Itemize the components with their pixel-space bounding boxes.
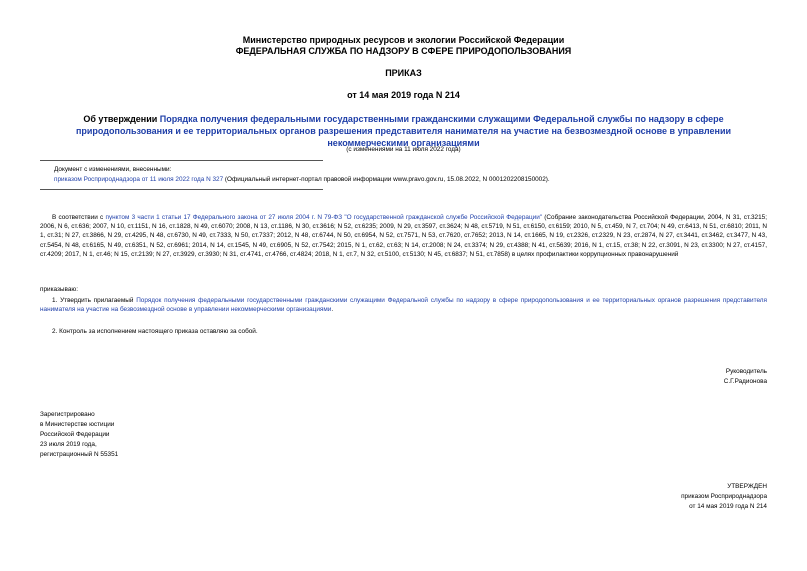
document-title — [40, 113, 767, 149]
amendment-link[interactable]: приказом Росприроднадзора от 11 июля 2022 года N 327 — [54, 176, 224, 183]
amendments-label: Документ с изменениями, внесенными: — [54, 166, 172, 173]
revision-note: (с изменениями на 11 июля 2022 года) — [346, 146, 461, 153]
amendments-line — [54, 175, 784, 184]
signature-name: С.Г.Радионова — [723, 378, 767, 385]
preamble-law-link[interactable]: пунктом 3 части 1 статьи 17 Федерального закона от 27 июля 2004 г. N 79-ФЗ "О государственной гражданской службе Российской Федерации" — [105, 214, 543, 221]
registration-line-1: Зарегистрировано — [40, 411, 95, 418]
approval-line-2: приказом Росприроднадзора — [681, 493, 767, 500]
item-1-link[interactable]: Порядок получения федеральными государственными гражданскими служащими Федеральной службы по надзору в сфере природопользования и ее территориальных органов разрешения представителя нанимателя на участие на безвозмездной основе в управлении некоммерческими организациями — [40, 297, 768, 314]
item-1-start: 1. Утвердить прилагаемый — [52, 297, 137, 304]
amendment-tail: (Официальный интернет-портал правовой информации www.pravo.gov.ru, 15.08.2022, N 0001202208150002). — [223, 176, 550, 183]
approval-line-1: УТВЕРЖДЕН — [727, 483, 767, 490]
preamble-paragraph — [40, 213, 767, 259]
item-1-paragraph — [40, 296, 767, 314]
doc-date-number: от 14 мая 2019 года N 214 — [347, 90, 460, 100]
top-rule — [40, 160, 323, 161]
title-prefix: Об утверждении — [83, 114, 160, 124]
item-1-end: . — [331, 306, 334, 314]
approval-line-3: от 14 мая 2019 года N 214 — [689, 503, 767, 510]
preamble-rest: (Собрание законодательства Российской Федерации, 2004, N 31, ст.3215; 2006, N 6, ст.636; 2007, N 10, ст.1151, N 16, ст.1828, N 49, ст.6070; 2008, N 13, ст.1186, N 30, ст.3616; N 52, ст.6235; 2009, N 29, ст.3597, ст.3624; N 48, ст.5719, N 51, ст.6150, ст.6159; 2010, N 5, ст.459, N 7, ст.704; N 49, ст.6413, N 51, ст.6810; 2011, N 1, ст.31; N 27, ст.3866, N 29, ст.4295, N 48, ст.6730, N 49, ст.7333, N 50, ст.7337; 2012, N 48, ст.6744, N 50, ст.6954, N 52, ст.7571, N 53, ст.7620, ст.7652; 2013, N 14, ст.1665, N 19, ст.2326, ст.2329, N 23, ст.2874, N 27, ст.3441, ст.3462, ст.3477, N 43, ст.5454, N 48, ст.6165, N 49, ст.6351, N 52, ст.6961; 2014, N 14, ст.1545, N 49, ст.6905, N 52, ст.7542; 2015, N 1, ст.62, ст.63; N 14, ст.2008; N 24, ст.3374; N 29, ст.4388; N 41, ст.5639; 2016, N 1, ст.15, ст.38; N 22, ст.3091, N 23, ст.3300; N 27, ст.4157, ст.4209; 2017, N 1, ст.46; N 15, ст.2139; N 27, ст.3929, ст.3930; N 31, ст.4741, ст.4766, ст.4824; 2018, N 1, ст.7, N 32, ст.5100, ст.5130; N 45, ст.6837; N 51, ст.7858) в целях профилактики коррупционных правонарушений — [40, 214, 767, 258]
preamble-start: В соответствии с — [52, 214, 106, 221]
item-2-paragraph: 2. Контроль за исполнением настоящего приказа оставляю за собой. — [52, 328, 258, 335]
doc-type-heading: ПРИКАЗ — [385, 68, 422, 78]
ministry-heading: Министерство природных ресурсов и экологии Российской Федерации — [242, 35, 565, 45]
order-word: приказываю: — [40, 286, 78, 293]
registration-line-2: в Министерстве юстиции — [40, 421, 115, 428]
registration-line-5: регистрационный N 55351 — [40, 451, 119, 458]
service-heading: ФЕДЕРАЛЬНАЯ СЛУЖБА ПО НАДЗОРУ В СФЕРЕ ПРИРОДОПОЛЬЗОВАНИЯ — [235, 46, 572, 56]
bottom-rule — [40, 189, 323, 190]
registration-line-4: 23 июля 2019 года, — [40, 441, 97, 448]
signature-role: Руководитель — [725, 368, 767, 375]
title-link[interactable]: Порядка получения федеральными государственными гражданскими служащими Федеральной службы по надзору в сфере природопользования и ее территориальных органов разрешения представителя нанимателя на участие на безвозмездной основе в управлении некоммерческими организациями — [75, 114, 732, 148]
registration-line-3: Российской Федерации — [40, 431, 110, 438]
